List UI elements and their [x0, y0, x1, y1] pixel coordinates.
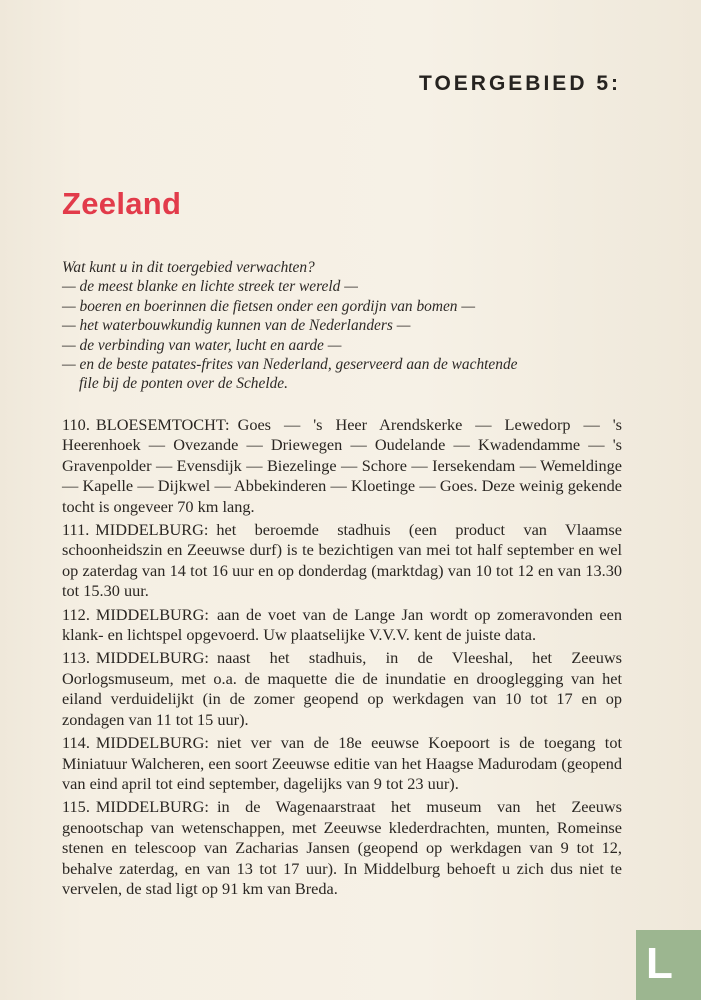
entry-place: MIDDELBURG: — [95, 604, 209, 624]
publisher-logo-icon — [636, 930, 701, 1000]
entry-number: 115. — [62, 797, 90, 817]
tour-entry — [62, 415, 622, 517]
tour-entry — [62, 733, 622, 794]
entry-number: 114. — [62, 733, 90, 753]
entry-number: 112. — [62, 604, 90, 624]
entry-text: in de Wagenaarstraat het museum van het Zeeuws genootschap van wetenschappen, met Zeeuwse klederdrachten, munten, Romeinse stenen en telescoop van Zacharias Jansen (geopend op werkdagen van 9 tot 12, behalve zaterdag, en van 13 tot 17 uur). In Middelburg behoeft u zich dus niet te vervelen, de stad ligt op 91 km van Breda. — [62, 797, 622, 898]
entry-place: MIDDELBURG: — [95, 733, 209, 753]
tour-entry — [62, 797, 622, 899]
intro-item: — de meest blanke en lichte streek ter wereld — — [62, 278, 358, 296]
tour-entry — [62, 520, 622, 602]
intro-block — [62, 258, 632, 394]
intro-item: — de verbinding van water, lucht en aarde — — [62, 336, 342, 354]
entry-number: 110. — [62, 415, 90, 434]
intro-item: — het waterbouwkundig kunnen van de Nederlanders — — [62, 317, 411, 335]
entry-text: naast het stadhuis, in de Vleeshal, het Zeeuws Oorlogsmuseum, met o.a. de maquette die de inundatie en drooglegging van het eiland verduidelijkt (in de zomer geopend op werkdagen van 10 tot 17 en op zondagen van 11 tot 15 uur). — [62, 648, 622, 729]
intro-item: file bij de ponten over de Schelde. — [79, 375, 288, 393]
section-heading: TOERGEBIED 5: — [419, 72, 621, 95]
entry-number: 113. — [62, 648, 90, 668]
intro-item: — en de beste patates-frites van Nederland, geserveerd aan de wachtende — [62, 356, 518, 374]
entry-place: MIDDELBURG: — [95, 648, 209, 668]
intro-question: Wat kunt u in dit toergebied verwachten? — [62, 259, 315, 276]
entry-place: MIDDELBURG: — [95, 520, 209, 540]
tour-entry — [62, 605, 622, 646]
intro-item: — boeren en boerinnen die fietsen onder een gordijn van bomen — — [62, 297, 476, 315]
tour-entries — [62, 415, 622, 902]
entry-place: MIDDELBURG: — [95, 797, 209, 817]
page-title: Zeeland — [62, 186, 182, 221]
entry-text: niet ver van de 18e eeuwse Koepoort is de toegang tot Miniatuur Walcheren, een soort Zeeuwse editie van het Haagse Madurodam (geopend van eind april tot eind september, dagelijks van 9 tot 23 uur). — [62, 733, 622, 793]
entry-text: het beroemde stadhuis (een product van Vlaamse schoonheidszin en Zeeuwse durf) is te bezichtigen van mei tot half september en wel op zaterdag van 14 tot 16 uur en op donderdag (marktdag) van 10 tot 12 en van 13.30 tot 15.30 uur. — [62, 520, 622, 601]
tour-entry — [62, 648, 622, 730]
entry-place: BLOESEMTOCHT: — [95, 415, 230, 434]
logo-letter: L — [646, 939, 673, 988]
entry-text: Goes — 's Heer Arendskerke — Lewedorp — 's Heerenhoek — Ovezande — Driewegen — Oudelande — Kwadendamme — 's Gravenpolder — Evensdijk — Biezelinge — Schore — Iersekendam — Wemeldinge — Kapelle — Dijkwel — Abbekinderen — Kloetinge — Goes. Deze weinig gekende tocht is ongeveer 70 km lang. — [62, 415, 622, 516]
entry-number: 111. — [62, 520, 90, 540]
entry-text: aan de voet van de Lange Jan wordt op zomeravonden een klank- en lichtspel opgevoerd. Uw plaatselijke V.V.V. kent de juiste data. — [62, 604, 622, 645]
